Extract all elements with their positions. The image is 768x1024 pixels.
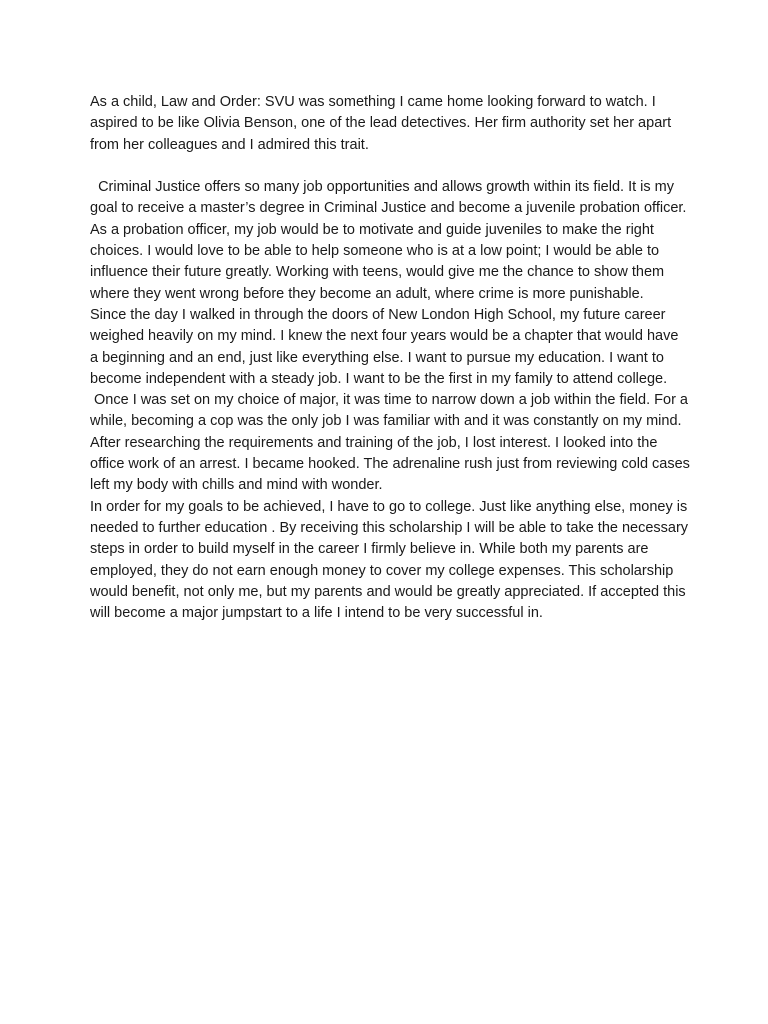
essay-body [90, 92, 694, 624]
paragraph-5: In order for my goals to be achieved, I have to go to college. Just like anything else, money is needed to further education . By receiving this scholarship I will be able to take the necessary steps in order to build myself in the career I firmly believe in. While both my parents are employed, they do not earn enough money to cover my college expenses. This scholarship would benefit, not only me, but my parents and would be greatly appreciated. If accepted this will become a major jumpstart to a life I intend to be very successful in. [90, 498, 693, 622]
paragraph-1: As a child, Law and Order: SVU was something I came home looking forward to watch. I aspired to be like Olivia Benson, one of the lead detectives. Her firm authority set her apart from her colleagues and I admired this trait. [90, 94, 676, 153]
paragraph-2: Criminal Justice offers so many job opportunities and allows growth within its field. It is my goal to receive a master’s degree in Criminal Justice and become a juvenile probation officer. As a probation officer, my job would be to motivate and guide juveniles to make the right choices. I would love to be able to help someone who is at a low point; I would be able to influence their future greatly. Working with teens, would give me the chance to show them where they went wrong before they become an adult, where crime is more punishable. [90, 179, 690, 302]
paragraph-4: Once I was set on my choice of major, it was time to narrow down a job within the field. For a while, becoming a cop was the only job I was familiar with and it was constantly on my mind. After researching the requirements and training of the job, I lost interest. I looked into the office work of an arrest. I became hooked. The adrenaline rush just from reviewing cold cases left my body with chills and mind with wonder. [90, 392, 694, 494]
paragraph-3: Since the day I walked in through the doors of New London High School, my future career weighed heavily on my mind. I knew the next four years would be a chapter that would have a beginning and an end, just like everything else. I want to pursue my education. I want to become independent with a steady job. I want to be the first in my family to attend college. [90, 306, 683, 387]
paragraph-spacer [90, 156, 690, 177]
